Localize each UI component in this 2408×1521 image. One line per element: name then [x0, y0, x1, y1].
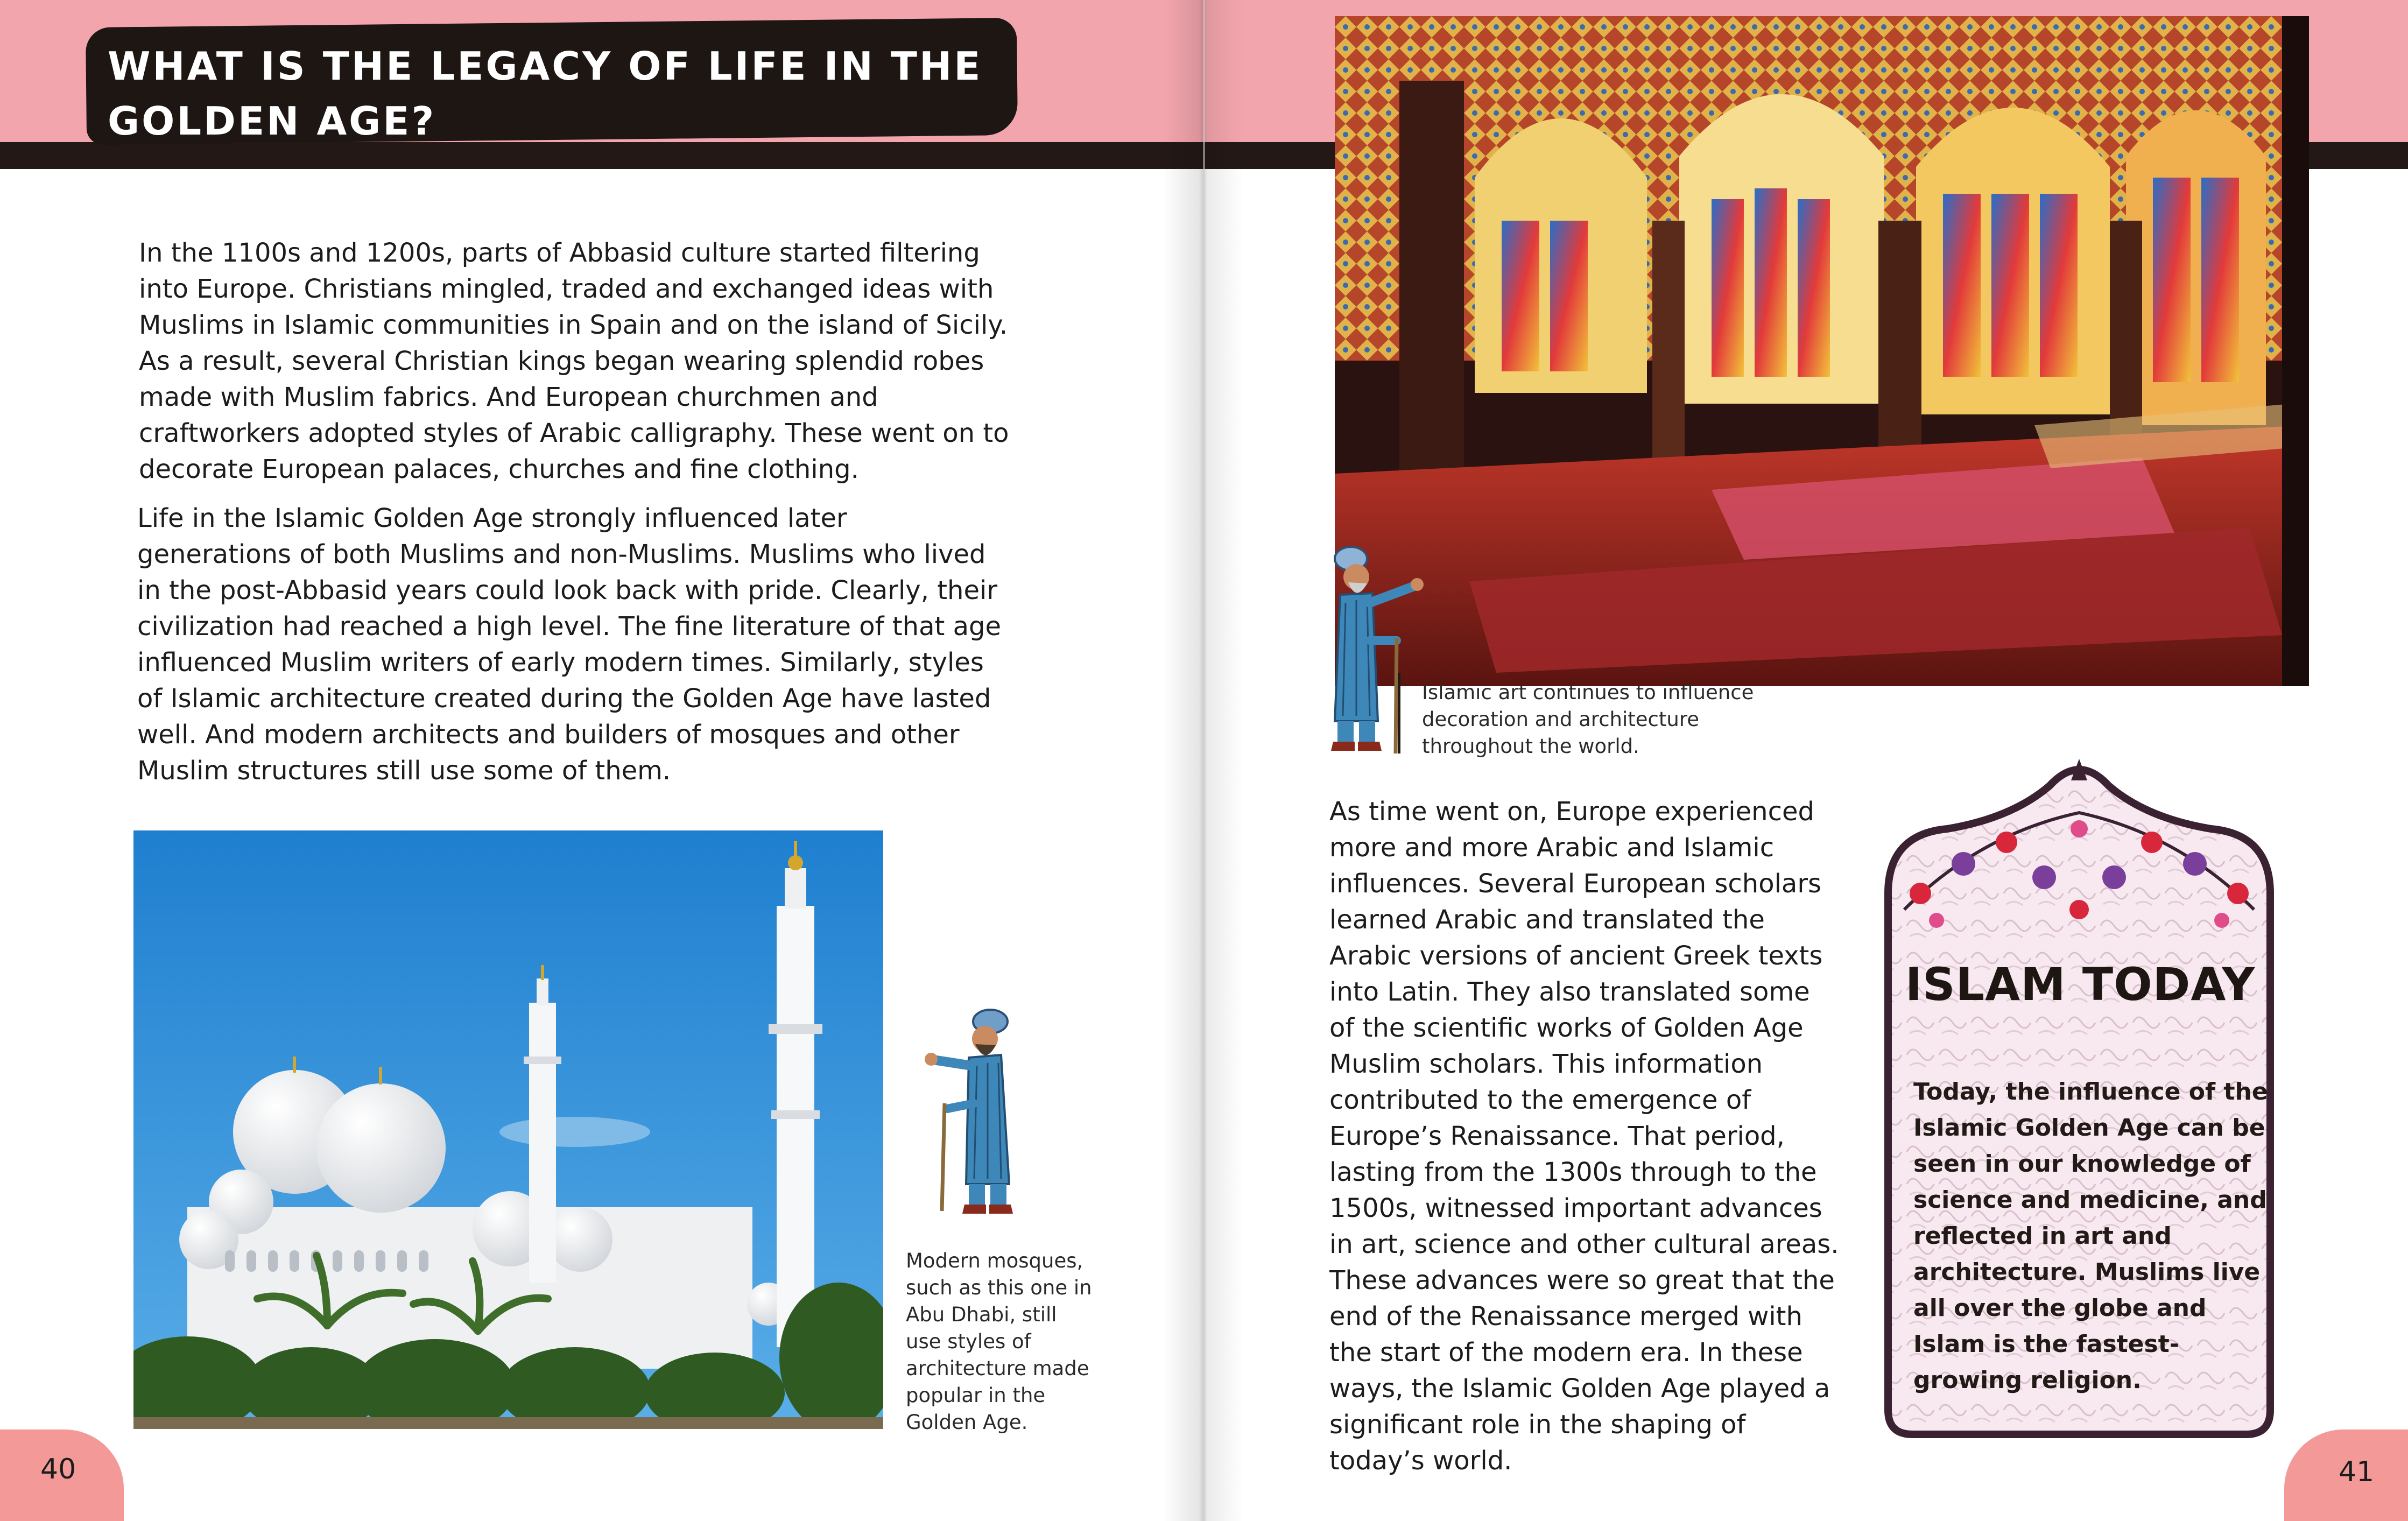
page-number-right: 41: [2339, 1456, 2375, 1488]
islam-today-text: Today, the influence of the Islamic Golden Age can be seen in our knowledge of science and medicine, and reflected in art and architecture. Muslims live all over the globe and Islam is the fastest-growing religion.: [1913, 1078, 2268, 1394]
paragraph-1: In the 1100s and 1200s, parts of Abbasid culture started filtering into Europe. Christians mingled, traded and exchanged ideas with Muslims in Islamic communities in Spain and on the island of Sicily. As a result, several Christian kings began wearing splendid robes made with Muslim fabrics. And European churchmen and craftworkers adopted styles of Arabic calligraphy. These went on to decorate European palaces, churches and fine clothing.: [139, 238, 1009, 484]
header-rule-right-end: [2308, 142, 2408, 169]
scholar-figure-icon-right: [1327, 544, 1434, 759]
page-title: WHAT IS THE LEGACY OF LIFE IN THE GOLDEN AGE?: [108, 44, 983, 144]
interior-caption: Islamic art continues to influence decoration and architecture throughout the world.: [1422, 681, 1754, 758]
interior-photo: [1335, 16, 2309, 686]
paragraph-2: Life in the Islamic Golden Age strongly influenced later generations of both Muslims and non-Muslims. Muslims who lived in the post-Abbasid years could look back with pride. Clearly, their civilization had reached a high level. The fine literature of that age influenced Muslim writers of early modern times. Similarly, styles of Islamic architecture created during the Golden Age have lasted well. And modern architects and builders of mosques and other Muslim structures still use some of them.: [137, 503, 1001, 786]
caption-rule: [1398, 673, 1400, 754]
mosque-caption: Modern mosques, such as this one in Abu Dhabi, still use styles of architecture made popular in the Golden Age.: [906, 1249, 1092, 1434]
mosque-photo: [133, 830, 883, 1429]
paragraph-3: As time went on, Europe experienced more and more Arabic and Islamic influences. Several European scholars learned Arabic and translated the Arabic versions of ancient Greek texts into Latin. They also translated some of the scientific works of Golden Age Muslim scholars. This information contributed to the emergence of Europe’s Renaissance. That period, lasting from the 1300s through to the 1500s, witnessed important advances in art, science and other cultural areas. These advances were so great that the end of the Renaissance merged with the start of the modern era. In these ways, the Islamic Golden Age played a significant role in the shaping of today’s world.: [1329, 797, 1839, 1476]
islam-today-title: ISLAM TODAY: [1905, 958, 2256, 1011]
scholar-figure-icon: [915, 1006, 1023, 1222]
interior-illustration: [1335, 16, 2309, 686]
mosque-illustration: [133, 830, 883, 1429]
page-number-left: 40: [40, 1453, 76, 1485]
